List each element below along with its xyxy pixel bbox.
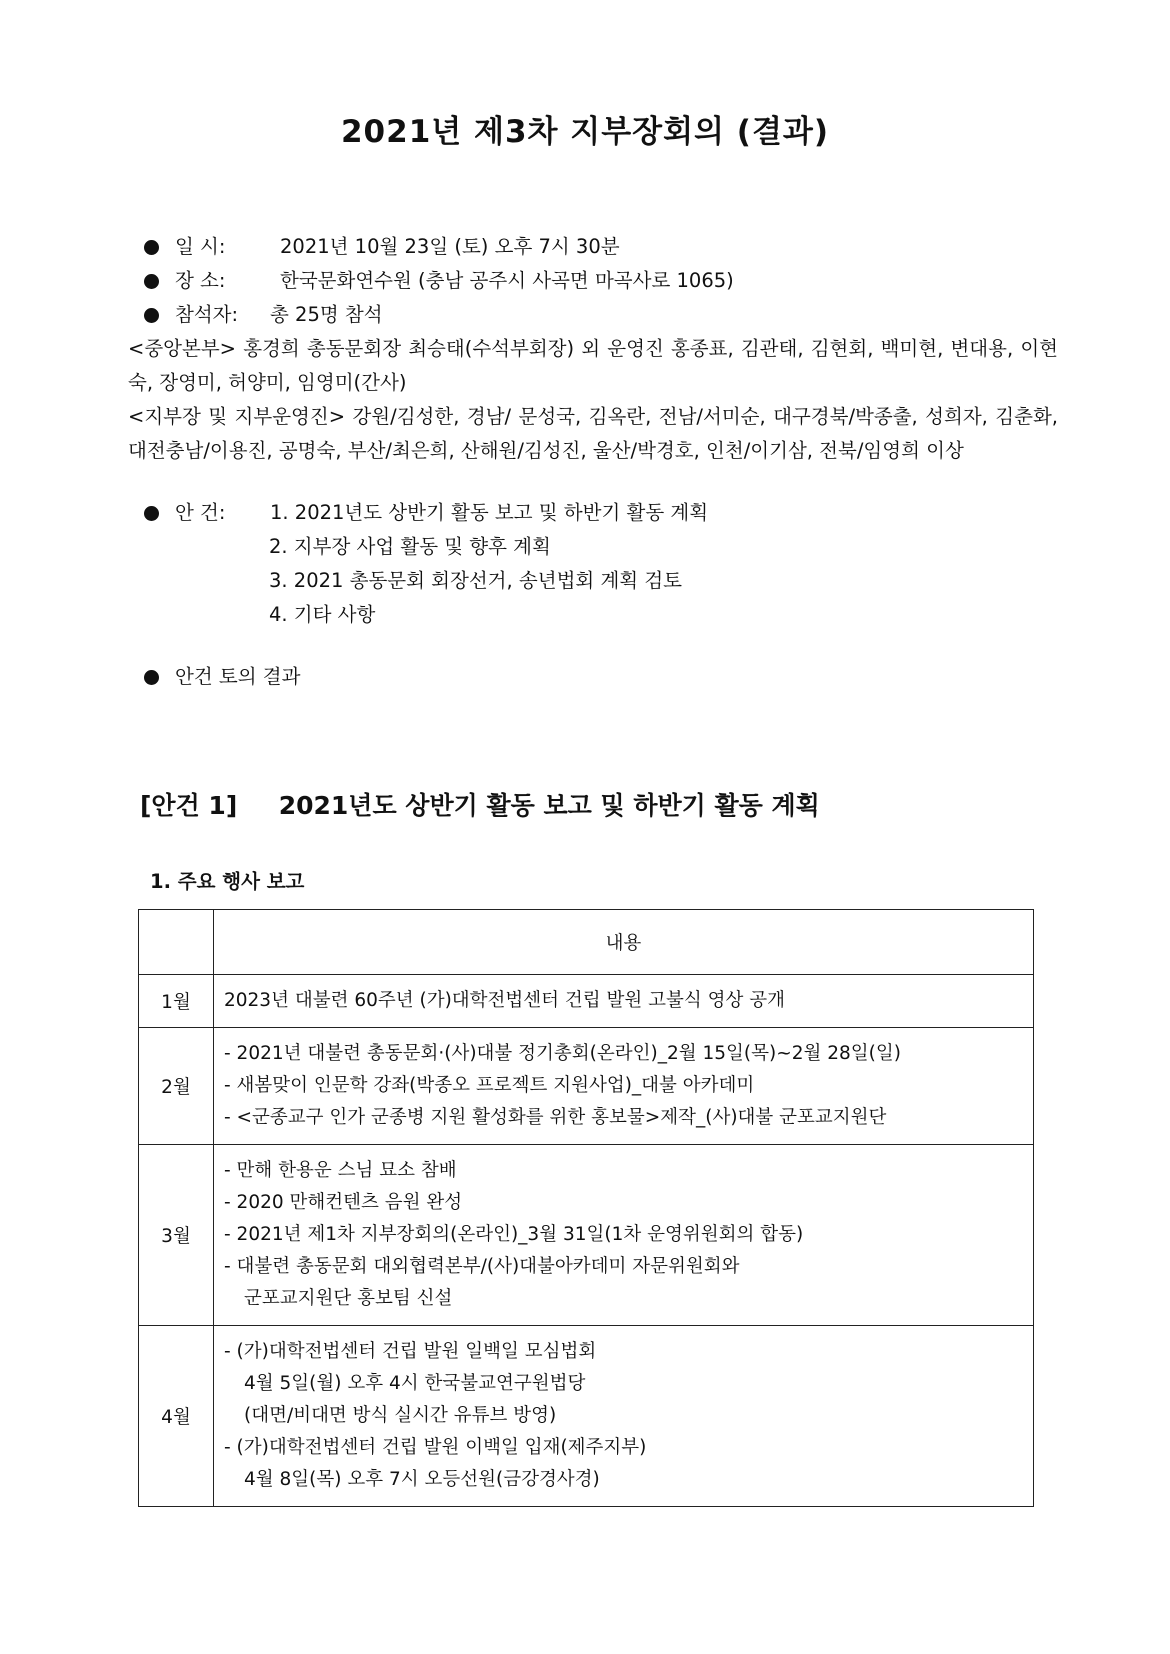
bullet-icon (144, 240, 159, 255)
table-header-row (139, 910, 1034, 975)
content-line: (대면/비대면 방식 실시간 유튜브 방영) (244, 1405, 557, 1426)
agenda-label: 안 건: (175, 501, 226, 524)
central-hq-attendees: <중앙본부> 홍경희 총동문회장 최승태(수석부회장) 외 운영진 홍종표, 김관태, 김현회, 백미현, 변대용, 이현숙, 장영미, 허양미, 임영미(간사) (128, 337, 1058, 394)
content-cell (214, 1326, 1034, 1507)
bullet-icon (144, 506, 159, 521)
events-table (138, 909, 1034, 1507)
content-line: - (가)대학전법센터 건립 발원 이백일 입재(제주지부) (224, 1437, 647, 1458)
section-title: 2021년도 상반기 활동 보고 및 하반기 활동 계획 (278, 791, 820, 820)
content-line: - 2021년 대불련 총동문회·(사)대불 정기총회(온라인)_2월 15일(목)~2월 28일(일) (224, 1043, 901, 1064)
content-cell (214, 975, 1034, 1028)
content-line: - (가)대학전법센터 건립 발원 일백일 모심법회 (224, 1341, 597, 1362)
table-row (139, 975, 1034, 1028)
content-line: 군포교지원단 홍보팀 신설 (244, 1288, 453, 1309)
date-label: 일 시: (175, 235, 226, 258)
place-row (128, 264, 1058, 298)
bullet-icon (144, 308, 159, 323)
content-line: - 만해 한용운 스님 묘소 참배 (224, 1160, 457, 1181)
branch-attendees: <지부장 및 지부운영진> 강원/김성한, 경남/ 문성국, 김옥란, 전남/서미순, 대구경북/박종출, 성희자, 김춘화, 대전충남/이용진, 공명숙, 부산/최은희, 산해원/김성진, 울산/박경호, 인천/이기삼, 전북/임영희 이상 (128, 405, 1058, 462)
content-line: - 대불련 총동문회 대외협력본부/(사)대불아카데미 자문위원회와 (224, 1256, 740, 1277)
bullet-icon (144, 670, 159, 685)
attendees-label: 참석자: (175, 303, 239, 326)
section-heading (140, 786, 820, 822)
content-line: - 2021년 제1차 지부장회의(온라인)_3월 31일(1차 운영위원회의 합동) (224, 1224, 804, 1245)
content-line: 4월 8일(목) 오후 7시 오등선원(금강경사경) (244, 1469, 600, 1490)
month-cell: 3월 (139, 1145, 214, 1326)
content-line: 4월 5일(월) 오후 4시 한국불교연구원법당 (244, 1373, 586, 1394)
month-cell: 2월 (139, 1028, 214, 1145)
section-number: [안건 1] (140, 791, 238, 820)
table-row (139, 1028, 1034, 1145)
agenda-item: 4. 기타 사항 (269, 603, 376, 626)
month-cell: 1월 (139, 975, 214, 1028)
bullet-icon (144, 274, 159, 289)
discussion-label: 안건 토의 결과 (175, 665, 301, 688)
content-cell (214, 1028, 1034, 1145)
content-cell (214, 1145, 1034, 1326)
table-row (139, 1145, 1034, 1326)
date-value: 2021년 10월 23일 (토) 오후 7시 30분 (280, 235, 620, 258)
agenda-row (128, 496, 1058, 530)
agenda-item: 2. 지부장 사업 활동 및 향후 계획 (269, 535, 551, 558)
subsection-heading: 1. 주요 행사 보고 (150, 870, 305, 893)
agenda-item: 1. 2021년도 상반기 활동 보고 및 하반기 활동 계획 (270, 501, 709, 524)
document-title: 2021년 제3차 지부장회의 (결과) (340, 114, 830, 150)
header-month (139, 910, 214, 975)
discussion-row (128, 660, 1058, 694)
content-line: - 새봄맞이 인문학 강좌(박종오 프로젝트 지원사업)_대불 아카데미 (224, 1075, 755, 1096)
content-line: 2023년 대불련 60주년 (가)대학전법센터 건립 발원 고불식 영상 공개 (224, 990, 786, 1011)
place-value: 한국문화연수원 (충남 공주시 사곡면 마곡사로 1065) (280, 269, 734, 292)
table-row (139, 1326, 1034, 1507)
attendees-value: 총 25명 참석 (270, 303, 383, 326)
meeting-info (128, 230, 1058, 694)
content-line: - <군종교구 인가 군종병 지원 활성화를 위한 홍보물>제작_(사)대불 군포교지원단 (224, 1107, 887, 1128)
place-label: 장 소: (175, 269, 226, 292)
date-row (128, 230, 1058, 264)
header-content: 내용 (214, 910, 1034, 975)
attendees-row (128, 298, 1058, 332)
month-cell: 4월 (139, 1326, 214, 1507)
agenda-item: 3. 2021 총동문회 회장선거, 송년법회 계획 검토 (269, 569, 683, 592)
content-line: - 2020 만해컨텐츠 음원 완성 (224, 1192, 463, 1213)
